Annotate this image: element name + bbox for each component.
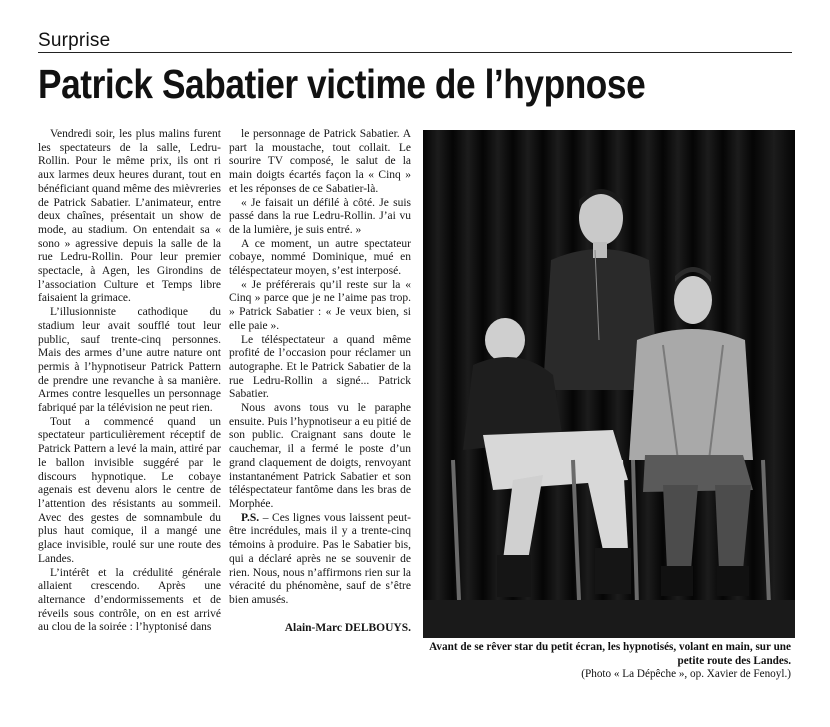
ps-label: P.S. (241, 511, 260, 524)
paragraph: Nous avons tous vu le paraphe ensuite. Puis l’hypnotiseur a eu pitié de son public. Craignant sans doute le cauchemar, il a fermé le poste d’un grand claquement de doigts, renvoyant instantanément Patrick Sabatier et son téléspectateur fantôme dans les bras de Morphée. (229, 402, 411, 510)
header-rule (38, 52, 792, 53)
paragraph: le personnage de Patrick Sabatier. A part la moustache, tout collait. Le sourire TV composé, le salut de la main doigts écartés façon la « Cinq » et les réponses de ce Sabatier-là. (229, 128, 411, 195)
caption-text: Avant de se rêver star du petit écran, les hypnotisés, volant en main, sur une petite route des Landes. (429, 641, 791, 667)
ps-text: – Ces lignes vous laissent peut-être incrédules, mais il y a trente-cinq témoins à produire. Pas le Sabatier bis, qui a déclaré après ne se souvenir de rien. Nous, nous n’affirmons rien sur la véracité du phénomène, sauf de s’être bien amusés. (229, 511, 411, 606)
article-column-1 (38, 128, 221, 635)
ps-paragraph (229, 512, 411, 608)
paragraph: Le téléspectateur a quand même profité de l’occasion pour réclamer un autographe. Et le Patrick Sabatier de la rue Ledru-Rollin a signé... Patrick Sabatier. (229, 333, 411, 401)
article-column-2 (229, 128, 411, 635)
photo-caption (423, 641, 791, 682)
paragraph: L’illusionniste cathodique du stadium leur avait soufflé tout leur public, sauf trente-cinq personnes. Mais des armes d’une autre nature ont permis à l’hypnotiseur Patrick Pattern de prendre une revanche à sa manière. Armes contre lesquelles un personnage fabriqué par la télévision ne peut rien. (38, 306, 221, 415)
photo-illustration (423, 130, 795, 638)
headline: Patrick Sabatier victime de l’hypnose (38, 61, 646, 107)
paragraph: « Je faisait un défilé à côté. Je suis passé dans la rue Ledru-Rollin. J’ai vu de la lumière, je suis entré. » (229, 196, 411, 236)
news-photo (423, 130, 795, 638)
paragraph: « Je préférerais qu’il reste sur la « Cinq » parce que je ne l’aime pas trop. » Patrick Sabatier : « Je veux bien, si elle paie ». (229, 278, 411, 332)
section-rubric: Surprise (38, 30, 111, 51)
paragraph: A ce moment, un autre spectateur cobaye, nommé Dominique, mué en téléspectateur moyen, s’est interposé. (229, 237, 411, 278)
photo-credit: (Photo « La Dépêche », op. Xavier de Fenoyl.) (581, 668, 791, 680)
paragraph: L’intérêt et la crédulité générale allaient crescendo. Après une alternance d’endormissements et de réveils sous contrôle, on en est arrivé au clou de la soirée : l’hyptonisé dans (38, 566, 221, 634)
paragraph: Vendredi soir, les plus malins furent les spectateurs de la salle, Ledru-Rollin. Pour le même prix, ils ont ri aux larmes deux heures durant, tout en bénéficiant quand même des mièvreries de Patrick Sabatier. L’animateur, entre deux chaînes, présentait un show de mode, au stadium. On entendait sa « sono » agressive depuis la salle de la rue Ledru-Rollin. Pour leur premier spectacle, à Agen, les Girondins de l’association Culture et Temps libre faisaient la grimace. (38, 128, 221, 305)
author-byline: Alain-Marc DELBOUYS. (284, 621, 411, 634)
paragraph: Tout a commencé quand un spectateur particulièrement réceptif de Patrick Pattern a levé la main, attiré par le ballon invisible suggéré par le discours hypnotique. Le cobaye agenais est devenu alors le centre de l’attention des résistants au sommeil. Avec des gestes de somnambule du plus haut comique, il a mangé une glace invisible, roulé sur une route des Landes. (38, 415, 221, 565)
